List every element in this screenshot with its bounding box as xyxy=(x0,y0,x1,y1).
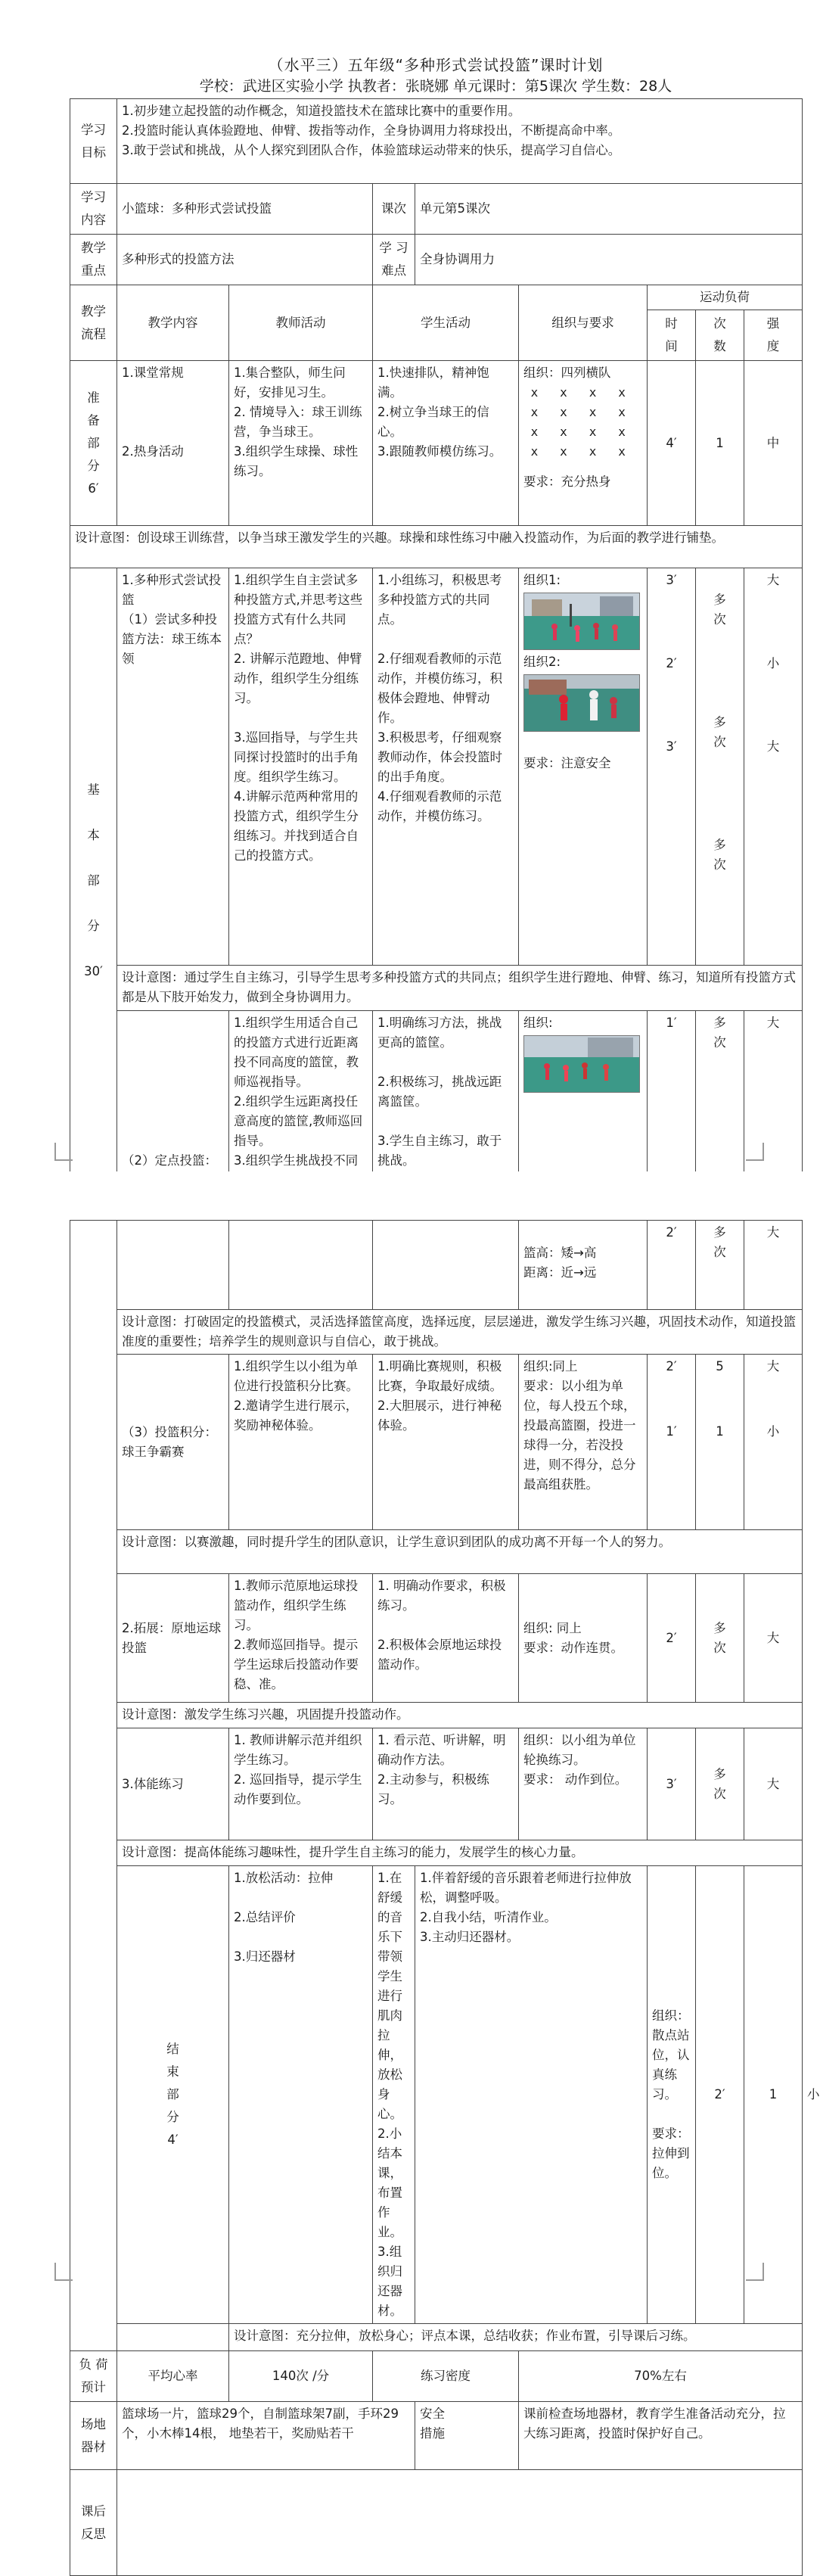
basic5-org: 组织：以小组为单位轮换练习。 要求： 动作到位。 xyxy=(519,1728,648,1840)
basic5-intensity: 大 xyxy=(744,1728,803,1840)
basic4-design: 设计意图：激发学生练习兴趣，巩固提升投篮动作。 xyxy=(117,1703,803,1728)
col-teacher: 教师活动 xyxy=(229,285,373,361)
col-org: 组织与要求 xyxy=(519,285,648,361)
page-break xyxy=(0,1171,817,1218)
col-load: 运动负荷 xyxy=(648,285,803,310)
ending-time: 2′ xyxy=(696,1866,744,2324)
practice-photo-3 xyxy=(523,1035,640,1093)
basic2-design: 设计意图：打破固定的投篮模式，灵活选择篮筐高度，选择远度，层层递进，激发学生练习兴趣，巩固技术动作，知道投篮准度的重要性；培养学生的规则意识与自信心，敢于挑战。 xyxy=(117,1310,803,1355)
basic1-intensity: 大 xyxy=(766,573,780,587)
basic2-student: 1.明确练习方法，挑战更高的篮筐。 2.积极练习，挑战远距离篮筐。 3.学生自主练习，敢于挑战。 xyxy=(373,1011,519,1193)
content-label: 学习 内容 xyxy=(70,184,117,235)
prep-org xyxy=(519,361,648,526)
basic1-times xyxy=(648,568,696,966)
basic2-intensity-2: 大 xyxy=(744,1221,803,1310)
basic3-counts xyxy=(696,1355,744,1530)
ending-design-spacer xyxy=(117,2324,229,2351)
col-student: 学生活动 xyxy=(373,285,519,361)
focus-label: 教学 重点 xyxy=(70,235,117,285)
practice-photo-2 xyxy=(523,674,640,732)
basic1-design: 设计意图：通过学生自主练习，引导学生思考多种投篮方式的共同点；组织学生进行蹬地、伸臂、练习，知道所有投篮方式都是从下肢开始发力，做到全身协调用力。 xyxy=(117,966,803,1011)
objective-line: 3.敢于尝试和挑战，从个人探究到团队合作，体验篮球运动带来的快乐，提高学习自信心。 xyxy=(122,143,621,157)
lesson-plan-table-page1 xyxy=(70,98,803,1193)
basic-label: 基 本 部 分 30′ xyxy=(70,568,117,1193)
corner-mark-bottom-right xyxy=(746,2263,764,2281)
reflection-label: 课后 反思 xyxy=(70,2470,117,2576)
basic3-student: 1.明确比赛规则，积极比赛，争取最好成绩。 2.大胆展示，进行神秘体验。 xyxy=(373,1355,519,1530)
basic1-org-req: 要求：注意安全 xyxy=(523,756,611,770)
basic4-content: 2.拓展：原地运球投篮 xyxy=(117,1574,229,1703)
lesson-plan-subtitle: 学校：武进区实验小学 执教者：张晓娜 单元课时：第5课次 学生数：28人 xyxy=(199,78,672,95)
basic2-org-label: 组织: xyxy=(523,1016,553,1030)
ending-student: 1.伴着舒缓的音乐跟着老师进行拉伸放松，调整呼吸。 2.自我小结，听清作业。 3.主动归还器材。 xyxy=(415,1866,648,2324)
basic1-time: 3′ xyxy=(666,739,677,754)
basic1-teacher: 1.组织学生自主尝试多种投篮方式,并思考这些投篮方式有什么共同点？ 2. 讲解示范蹬地、伸臂动作，组织学生分组练习。 3.巡回指导，与学生共同探讨投篮时的出手角度。组织学生练习。 4.讲解示范两种常用的投篮方式，组织学生分组练习。并找到适合自己的投篮方式。 xyxy=(229,568,373,966)
basic1-time: 2′ xyxy=(666,656,677,670)
basic3-intensities xyxy=(744,1355,803,1530)
objective-line: 2.投篮时能认真体验蹬地、伸臂、拨指等动作，全身协调用力将球投出，不断提高命中率。 xyxy=(122,123,621,138)
prep-teacher: 1.集合整队，师生问好，安排见习生。 2. 情境导入：球王训练营，争当球王。 3.组织学生球操、球性练习。 xyxy=(229,361,373,526)
prep-time: 4′ xyxy=(648,361,696,526)
ending-design: 设计意图：充分拉伸，放松身心；评点本课，总结收获；作业布置，引导课后习练。 xyxy=(229,2324,803,2351)
basic2-req: 篮高：矮→高 距离：近→远 xyxy=(519,1221,648,1310)
basic5-content: 3.体能练习 xyxy=(117,1728,229,1840)
basic2-student-continued xyxy=(373,1221,519,1310)
basic3-time: 2′ xyxy=(666,1359,677,1374)
col-flow: 教学 流程 xyxy=(70,285,117,361)
difficulty-value: 全身协调用力 xyxy=(415,235,803,285)
col-count: 次 数 xyxy=(696,310,744,361)
basic3-intensity: 大 xyxy=(766,1359,780,1374)
basic2-time-2: 2′ xyxy=(648,1221,696,1310)
basic2-content: （2）定点投篮： xyxy=(117,1011,229,1193)
basic1-time: 3′ xyxy=(666,573,677,587)
objectives-label: 学习 目标 xyxy=(70,99,117,184)
prep-design: 设计意图：创设球王训练营，以争当球王激发学生的兴趣。球操和球性练习中融入投篮动作，为后面的教学进行铺垫。 xyxy=(70,526,803,568)
basic3-time: 1′ xyxy=(666,1424,677,1439)
reflection-value xyxy=(117,2470,803,2576)
basic3-design: 设计意图：以赛激趣，同时提升学生的团队意识，让学生意识到团队的成功离不开每一个人的努力。 xyxy=(117,1530,803,1574)
basic2-time: 1′ xyxy=(648,1011,696,1193)
basic1-counts xyxy=(696,568,744,966)
practice-photo-1 xyxy=(523,593,640,650)
basic2-org xyxy=(519,1011,648,1193)
objectives-cell xyxy=(117,99,803,184)
prep-count: 1 xyxy=(696,361,744,526)
prep-intensity: 中 xyxy=(744,361,803,526)
col-intensity: 强 度 xyxy=(744,310,803,361)
basic1-intensities xyxy=(744,568,803,966)
org1-label: 组织1: xyxy=(523,573,561,587)
venue-label: 场地 器材 xyxy=(70,2402,117,2470)
venue-value: 篮球场一片，篮球29个，自制篮球架7副，手环29个，小木棒14根， 地垫若干，奖励贴若干 xyxy=(117,2402,415,2470)
basic1-student: 1.小组练习，积极思考多种投篮方式的共同点。 2.仔细观看教师的示范动作，并模仿练习，积极体会蹬地、伸臂动作。 3.积极思考，仔细观察教师动作，体会投篮时的出手角度。 4.仔细观看教师的示范动作，并模仿练习。 xyxy=(373,568,519,966)
basic3-org: 组织:同上 要求：以小组为单位，每人投五个球，投最高篮圈，投进一球得一分，若没投进，则不得分，总分最高组获胜。 xyxy=(519,1355,648,1530)
basic1-org xyxy=(519,568,648,966)
heart-rate-label: 平均心率 xyxy=(117,2351,229,2402)
lesson-label: 课次 xyxy=(373,184,415,235)
basic3-teacher: 1.组织学生以小组为单位进行投篮积分比赛。 2.邀请学生进行展示，奖励神秘体验。 xyxy=(229,1355,373,1530)
basic4-teacher: 1.教师示范原地运球投篮动作，组织学生练习。 2.教师巡回指导。提示学生运球后投篮动作要稳、准。 xyxy=(229,1574,373,1703)
basic2-teacher-continued xyxy=(229,1221,373,1310)
basic5-teacher: 1. 教师讲解示范并组织学生练习。 2. 巡回指导，提示学生动作要到位。 xyxy=(229,1728,373,1840)
basic3-count: 1 xyxy=(716,1424,724,1439)
difficulty-label: 学 习 难点 xyxy=(373,235,415,285)
density-label: 练习密度 xyxy=(373,2351,519,2402)
basic-label-continued xyxy=(70,1221,117,2351)
basic2-intensity: 大 xyxy=(744,1011,803,1193)
ending-count: 1 xyxy=(744,1866,803,2324)
lesson-plan-table-page2: 篮高：矮→高 距离：近→远 2′ 多 次 大 设计意图：打破固定的投篮模式，灵活选择篮筐高度，选择远度，层层递进，激发学生练习兴趣，巩固技术动作，知道投篮准度的重要性；培养学生的规则意识与自信心，敢于挑战。 （3）投篮积分：球王争霸赛 1.组织学生以小组为单位进行投篮积分比赛。 2.邀请学生进行展示，奖励神秘体验。 1.明确比赛规则，积极比赛，争取最好成绩。 2.大胆展示，进行神秘体验。 组织:同上 要求：以小组为单位，每人投五个球，投最高篮圈，投进一球得一分，若没投进，则不得分，总分最高组获胜。 2′ 1′ 5 1 大 小 设计意图：以赛激趣，同时提升学生的团队意识，让学生意识到团队的成功离不开每一个人的努力。 2.拓展：原地运球投篮 1.教师示范原地运球投篮动作，组织学生练习。 2.教师巡回指导。提示学生运球后投篮动作要稳、准。 1. 明确动作要求，积极练习。 2.积极体会原地运球投篮动作。 组织: 同上 要求：动作连贯。 2′ 多 次 大 设计意图：激发学生练习兴趣，巩固提升投篮动作。 3.体能练习 1. 教师讲解示范并组织学生练习。 2. 巡回指导，提示学生动作要到位。 1. 看示范、听讲解，明确动作方法。 2.主动参与，积极练习。 组织：以小组为单位轮换练习。 要求： 动作到位。 3′ 多 次 大 设计意图：提高体能练习趣味性，提升学生自主练习的能力，发展学生的核心力量。 结 束 部 分 4′ 1.放松活动：拉伸 2.总结评价 3.归还器材 1.在舒缓的音乐下带领学生进行肌肉拉伸，放松身心。 2.小结本课，布置作业。 3.组织归还器材。 1.伴着舒缓的音乐跟着老师进行拉伸放松，调整呼吸。 2.自我小结，听清作业。 3.主动归还器材。 组织：散点站位，认真练习。 要求：拉伸到位。 2′ 1 小 设计意图：充分拉伸，放松身心；评点本课，总结收获；作业布置，引导课后习练。 负 荷 预计 平均心率 140次 /分 练习密度 70%左右 场地 器材 篮球场一片，篮球29个，自制篮球架7副，手环29个，小木棒14根， 地垫若干，奖励贴若干 安全 措施 课前检查场地器材，教育学生准备活动充分，拉大练习距离，投篮时保护好自己。 课后 反思 xyxy=(70,1220,803,2576)
basic3-times xyxy=(648,1355,696,1530)
objective-line: 1.初步建立起投篮的动作概念，知道投篮技术在篮球比赛中的重要作用。 xyxy=(122,104,521,118)
basic3-content: （3）投篮积分：球王争霸赛 xyxy=(117,1355,229,1530)
col-time: 时 间 xyxy=(648,310,696,361)
load-label: 负 荷 预计 xyxy=(70,2351,117,2402)
basic3-intensity: 小 xyxy=(766,1424,780,1439)
basic4-org: 组织: 同上 要求：动作连贯。 xyxy=(519,1574,648,1703)
basic1-count: 多 次 xyxy=(713,593,726,627)
focus-value: 多种形式的投篮方法 xyxy=(117,235,373,285)
basic5-count: 多 次 xyxy=(696,1728,744,1840)
basic4-student: 1. 明确动作要求，积极练习。 2.积极体会原地运球投篮动作。 xyxy=(373,1574,519,1703)
basic1-count: 多 次 xyxy=(713,715,726,749)
content-value: 小篮球：多种形式尝试投篮 xyxy=(117,184,373,235)
basic1-count: 多 次 xyxy=(713,838,726,872)
corner-mark-bottom-left xyxy=(54,2263,73,2281)
org2-label: 组织2: xyxy=(523,655,561,669)
ending-teacher: 1.在舒缓的音乐下带领学生进行肌肉拉伸，放松身心。 2.小结本课，布置作业。 3.组织归还器材。 xyxy=(373,1866,415,2324)
basic1-content: 1.多种形式尝试投篮 （1）尝试多种投篮方法：球王练本领 xyxy=(117,568,229,966)
basic5-student: 1. 看示范、听讲解，明确动作方法。 2.主动参与，积极练习。 xyxy=(373,1728,519,1840)
prep-student: 1.快速排队，精神饱满。 2.树立争当球王的信心。 3.跟随教师模仿练习。 xyxy=(373,361,519,526)
safety-label: 安全 措施 xyxy=(415,2402,519,2470)
heart-rate-value: 140次 /分 xyxy=(229,2351,373,2402)
basic2-teacher: 1.组织学生用适合自己的投篮方式进行近距离投不同高度的篮筐，教师巡视指导。 2.组织学生远距离投任意高度的篮筐,教师巡回指导。 3.组织学生挑战投不同 xyxy=(229,1011,373,1193)
col-content: 教学内容 xyxy=(117,285,229,361)
ending-org: 组织：散点站位，认真练习。 要求：拉伸到位。 xyxy=(648,1866,696,2324)
basic2-content-continued xyxy=(117,1221,229,1310)
prep-org-req: 要求：充分热身 xyxy=(523,474,611,489)
lesson-value: 单元第5课次 xyxy=(415,184,803,235)
basic2-count: 多 次 xyxy=(696,1011,744,1193)
safety-value: 课前检查场地器材，教育学生准备活动充分，拉大练习距离，投篮时保护好自己。 xyxy=(519,2402,803,2470)
formation-diagram: x x x x x x x x x x x x x x x x xyxy=(530,385,626,459)
lesson-plan-title: （水平三）五年级“多种形式尝试投篮”课时计划 xyxy=(268,56,604,74)
basic5-design: 设计意图：提高体能练习趣味性，提升学生自主练习的能力，发展学生的核心力量。 xyxy=(117,1840,803,1866)
basic4-time: 2′ xyxy=(648,1574,696,1703)
prep-label: 准 备 部 分 6′ xyxy=(70,361,117,526)
basic3-count: 5 xyxy=(716,1359,724,1374)
basic2-count-2: 多 次 xyxy=(696,1221,744,1310)
corner-mark-page1-left xyxy=(54,1143,73,1161)
basic5-time: 3′ xyxy=(648,1728,696,1840)
basic1-intensity: 大 xyxy=(766,739,780,754)
prep-org-title: 组织：四列横队 xyxy=(523,366,611,380)
basic4-intensity: 大 xyxy=(744,1574,803,1703)
ending-label: 结 束 部 分 4′ xyxy=(117,1866,229,2324)
page-2 xyxy=(70,1220,820,2576)
page-1 xyxy=(70,54,802,1193)
corner-mark-page1-right xyxy=(746,1143,764,1161)
ending-content: 1.放松活动：拉伸 2.总结评价 3.归还器材 xyxy=(229,1866,373,2324)
basic1-intensity: 小 xyxy=(766,656,780,670)
basic4-count: 多 次 xyxy=(696,1574,744,1703)
prep-content: 1.课堂常规 2.热身活动 xyxy=(117,361,229,526)
density-value: 70%左右 xyxy=(519,2351,803,2402)
